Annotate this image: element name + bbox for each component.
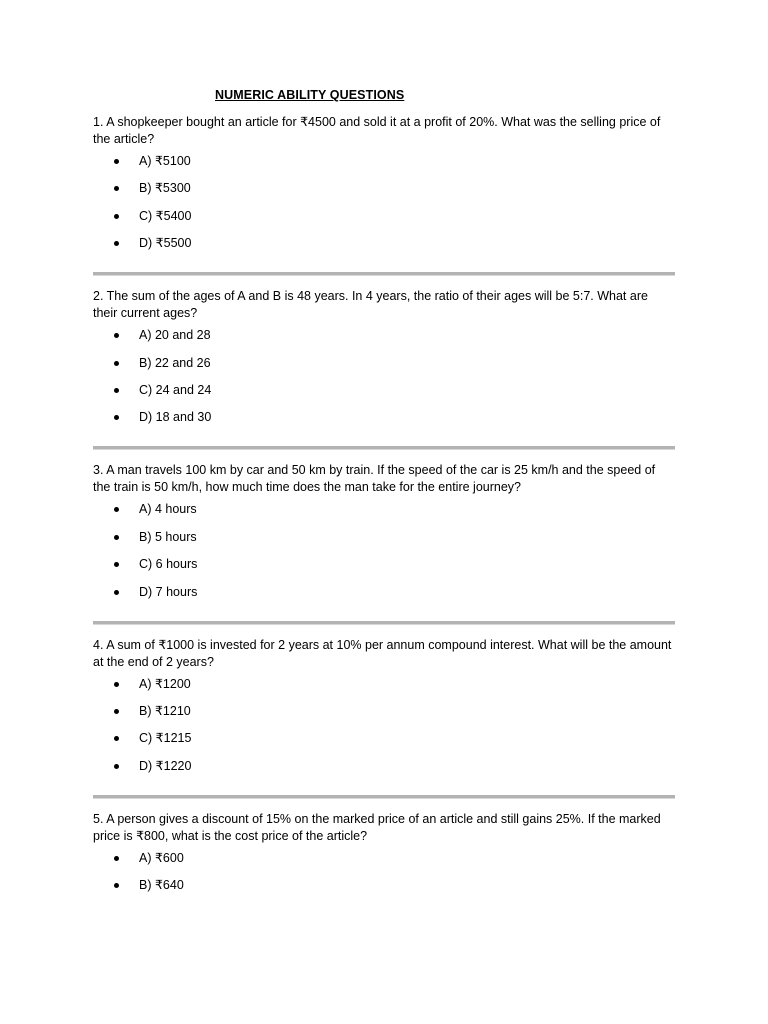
bullet-icon [114, 333, 119, 338]
option-item [93, 235, 675, 252]
option-list [93, 850, 675, 894]
option-item [93, 529, 675, 546]
separator-line [93, 446, 675, 450]
bullet-icon [114, 159, 119, 164]
bullet-icon [114, 388, 119, 393]
bullet-icon [114, 590, 119, 595]
question-1 [93, 114, 675, 252]
option-label: D) 7 hours [139, 584, 198, 599]
option-item [93, 877, 675, 894]
separator-line [93, 272, 675, 276]
option-item [93, 584, 675, 601]
option-item [93, 850, 675, 867]
bullet-icon [114, 241, 119, 246]
option-label: A) ₹1200 [139, 676, 191, 691]
option-item [93, 758, 675, 775]
option-label: B) ₹640 [139, 878, 184, 893]
option-label: B) 5 hours [139, 529, 197, 544]
option-item [93, 355, 675, 372]
question-4 [93, 637, 675, 775]
option-list [93, 501, 675, 600]
option-label: C) ₹5400 [139, 208, 192, 223]
option-label: A) ₹5100 [139, 154, 191, 168]
bullet-icon [114, 883, 119, 888]
option-label: B) ₹1210 [139, 703, 191, 718]
bullet-icon [114, 682, 119, 687]
bullet-icon [114, 535, 119, 540]
option-label: A) 20 and 28 [139, 328, 211, 343]
option-label: D) 18 and 30 [139, 410, 212, 425]
question-2 [93, 288, 675, 426]
option-label: A) 4 hours [139, 502, 197, 517]
option-item [93, 327, 675, 344]
option-item [93, 409, 675, 426]
question-3 [93, 462, 675, 600]
option-item [93, 153, 675, 170]
option-label: C) ₹1215 [139, 731, 192, 746]
question-list [93, 114, 675, 894]
question-text: 1. A shopkeeper bought an article for ₹4500 and sold it at a profit of 20%. What was the selling price of the article? [93, 115, 661, 146]
option-label: B) 22 and 26 [139, 355, 211, 370]
bullet-icon [114, 562, 119, 567]
option-item [93, 676, 675, 693]
option-label: A) ₹600 [139, 850, 184, 865]
option-label: B) ₹5300 [139, 181, 191, 196]
option-label: D) ₹1220 [139, 758, 192, 773]
separator-line [93, 795, 675, 799]
option-label: C) 6 hours [139, 557, 198, 572]
option-item [93, 208, 675, 225]
bullet-icon [114, 507, 119, 512]
question-text: 4. A sum of ₹1000 is invested for 2 years at 10% per annum compound interest. What will be the amount at the end of 2 years? [93, 637, 672, 669]
option-item [93, 703, 675, 720]
bullet-icon [114, 214, 119, 219]
bullet-icon [114, 186, 119, 191]
separator-line [93, 621, 675, 625]
option-list [93, 676, 675, 775]
option-item [93, 382, 675, 399]
question-text: 3. A man travels 100 km by car and 50 km by train. If the speed of the car is 25 km/h and the speed of the train is 50 km/h, how much time does the man take for the entire journey? [93, 463, 656, 495]
bullet-icon [114, 764, 119, 769]
question-text: 2. The sum of the ages of A and B is 48 years. In 4 years, the ratio of their ages will be 5:7. What are their current ages? [93, 289, 648, 321]
bullet-icon [114, 736, 119, 741]
option-label: C) 24 and 24 [139, 382, 212, 397]
option-item [93, 556, 675, 573]
bullet-icon [114, 415, 119, 420]
option-list [93, 327, 675, 426]
bullet-icon [114, 856, 119, 861]
option-item [93, 180, 675, 197]
option-item [93, 730, 675, 747]
document-title: NUMERIC ABILITY QUESTIONS [215, 88, 405, 102]
bullet-icon [114, 709, 119, 714]
option-item [93, 501, 675, 518]
option-label: D) ₹5500 [139, 236, 192, 251]
bullet-icon [114, 361, 119, 366]
question-5 [93, 811, 675, 894]
question-text: 5. A person gives a discount of 15% on the marked price of an article and still gains 25%. If the marked price is ₹800, what is the cost price of the article? [93, 811, 661, 843]
option-list [93, 153, 675, 252]
